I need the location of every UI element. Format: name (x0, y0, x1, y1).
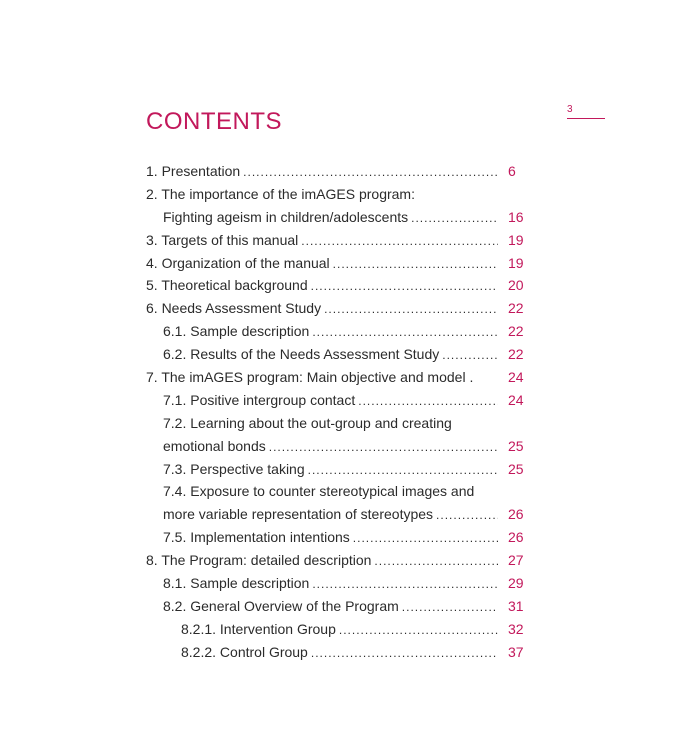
toc-dot-leader (436, 504, 498, 527)
page-title: CONTENTS (146, 108, 282, 135)
toc-dot-leader (339, 619, 498, 642)
toc-entry-label: 7.5. Implementation intentions (163, 529, 350, 546)
toc-dot-leader (324, 298, 498, 321)
toc-entry-page: 25 (508, 437, 524, 454)
toc-entry-label: 6. Needs Assessment Study (146, 300, 322, 317)
toc-entry-label: emotional bonds (163, 437, 266, 454)
toc-entry (146, 458, 536, 481)
toc-entry-label: 7. The imAGES program: Main objective and model . (146, 369, 474, 386)
toc-entry-label: 8.1. Sample description (163, 575, 310, 592)
toc-dot-leader (311, 275, 498, 298)
toc-entry-page: 24 (508, 369, 524, 386)
toc-entry-label: 4. Organization of the manual (146, 254, 330, 271)
table-of-contents (146, 160, 536, 664)
toc-entry-page: 26 (508, 529, 524, 546)
toc-entry-page: 16 (508, 208, 524, 225)
toc-entry-label: 5. Theoretical background (146, 277, 308, 294)
toc-entry (146, 549, 536, 572)
toc-entry-page: 22 (508, 300, 524, 317)
toc-entry-label: 1. Presentation (146, 163, 241, 179)
toc-entry-page: 29 (508, 575, 524, 592)
toc-entry-label: 8.2. General Overview of the Program (163, 597, 399, 614)
toc-entry-label: 8.2.2. Control Group (181, 643, 308, 660)
page-number: 3 (567, 104, 605, 119)
toc-entry-page: 22 (508, 346, 524, 363)
toc-dot-leader (243, 161, 498, 184)
toc-dot-leader (333, 253, 498, 276)
toc-dot-leader (374, 550, 498, 573)
toc-entry (146, 480, 536, 503)
toc-dot-leader (308, 459, 498, 482)
toc-entry-page: 32 (508, 620, 524, 637)
toc-entry-label: 6.1. Sample description (163, 323, 310, 340)
toc-entry (146, 252, 536, 275)
toc-dot-leader (312, 321, 498, 344)
toc-entry-page: 26 (508, 506, 524, 523)
toc-entry (146, 435, 536, 458)
toc-entry-label: Fighting ageism in children/adolescents (163, 208, 409, 225)
toc-entry-label: more variable representation of stereotypes (163, 506, 434, 523)
toc-entry (146, 183, 536, 206)
toc-entry (146, 343, 536, 366)
toc-dot-leader (402, 596, 498, 619)
toc-entry (146, 526, 536, 549)
toc-entry (146, 229, 536, 252)
toc-dot-leader (353, 527, 498, 550)
toc-entry-label: 7.2. Learning about the out-group and creating (163, 414, 452, 431)
toc-entry (146, 366, 536, 389)
toc-entry-label: 6.2. Results of the Needs Assessment Study (163, 346, 440, 363)
toc-entry-label: 7.4. Exposure to counter stereotypical images and (163, 483, 475, 500)
toc-entry-page: 25 (508, 460, 524, 477)
toc-entry (146, 297, 536, 320)
toc-entry (146, 572, 536, 595)
toc-entry (146, 618, 536, 641)
toc-dot-leader (311, 642, 498, 665)
toc-entry (146, 641, 536, 664)
toc-entry (146, 595, 536, 618)
toc-entry-label: 8. The Program: detailed description (146, 552, 372, 569)
toc-entry-label: 2. The importance of the imAGES program: (146, 185, 415, 202)
toc-entry-page: 24 (508, 391, 524, 408)
toc-entry-page: 19 (508, 231, 524, 248)
toc-dot-leader (442, 344, 498, 367)
toc-entry-label: 8.2.1. Intervention Group (181, 620, 336, 637)
toc-entry-label: 7.1. Positive intergroup contact (163, 391, 356, 408)
toc-entry (146, 412, 536, 435)
toc-entry-page: 22 (508, 323, 524, 340)
toc-dot-leader (301, 230, 498, 253)
toc-entry (146, 389, 536, 412)
toc-dot-leader (312, 573, 498, 596)
toc-entry-page: 27 (508, 552, 524, 569)
toc-dot-leader (269, 436, 498, 459)
toc-entry-page: 31 (508, 597, 524, 614)
toc-entry (146, 160, 536, 183)
toc-entry (146, 503, 536, 526)
toc-entry-page: 37 (508, 643, 524, 660)
toc-entry-label: 7.3. Perspective taking (163, 460, 305, 477)
toc-entry (146, 320, 536, 343)
toc-entry-page: 20 (508, 277, 524, 294)
toc-entry-page: 19 (508, 254, 524, 271)
toc-dot-leader (411, 207, 498, 230)
toc-entry (146, 206, 536, 229)
toc-dot-leader (358, 390, 498, 413)
toc-entry-label: 3. Targets of this manual (146, 231, 299, 248)
toc-entry-page: 6 (508, 163, 516, 179)
toc-entry (146, 274, 536, 297)
